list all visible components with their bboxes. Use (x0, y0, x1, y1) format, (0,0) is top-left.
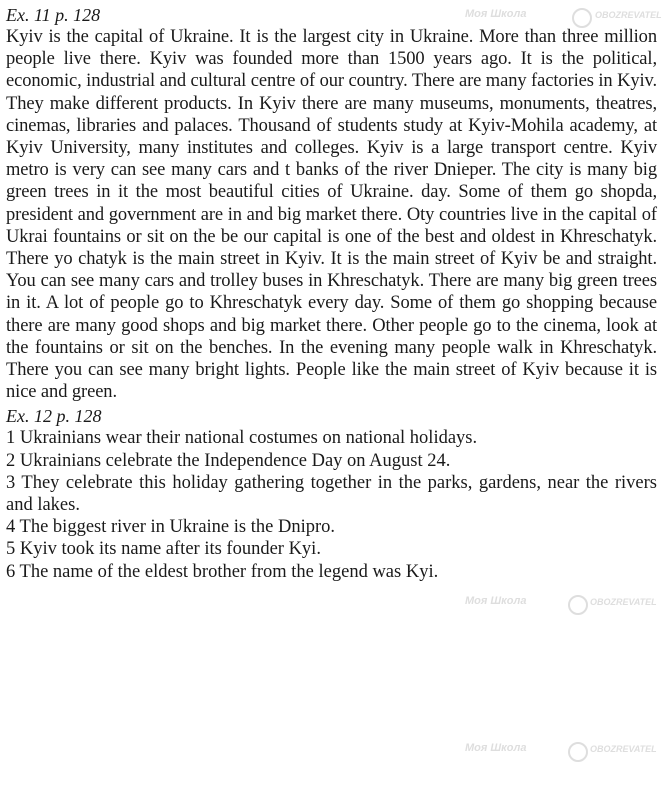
list-item: 5 Kyiv took its name after its founder Kyi. (6, 539, 321, 560)
exercise-12 (6, 405, 657, 582)
watermark-site: Моя Школа (465, 595, 527, 607)
list-item: 2 Ukrainians celebrate the Independence Day on August 24. (6, 450, 451, 471)
watermark-logo-icon (568, 742, 588, 762)
list-item: 6 The name of the eldest brother from the legend was Kyi. (6, 561, 439, 582)
watermark-brand: OBOZREVATEL (595, 10, 662, 20)
answer-list (6, 427, 657, 582)
watermark-logo-icon (568, 595, 588, 615)
exercise-12-heading: Ex. 12 p. 128 (6, 406, 102, 427)
watermark-brand: OBOZREVATEL (590, 744, 657, 754)
list-item: 1 Ukrainians wear their national costumes on national holidays. (6, 428, 478, 449)
list-item: 4 The biggest river in Ukraine is the Dnipro. (6, 517, 335, 538)
watermark-site: Моя Школа (465, 742, 527, 754)
watermark-brand: OBOZREVATEL (590, 597, 657, 607)
exercise-11-heading: Ex. 11 p. 128 (6, 5, 101, 25)
watermark-site: Моя Школа (465, 8, 527, 20)
list-item: 3 They celebrate this holiday gathering together in the parks, gardens, near the rivers and lakes. (6, 472, 657, 516)
exercise-11-text: Kyiv is the capital of Ukraine. It is the largest city in Ukraine. More than three million people live there. Kyiv was founded more than 1500 years ago. It is the political, economic, industrial and cultural centre of our country. There are many factories in Kyiv. They make different products. In Kyiv there are many museums, monuments, theatres, cinemas, libraries and palaces. Thousand of students study at Kyiv-Mohila academy, at Kyiv University, many institutes and colleges. Kyiv is a large transport centre. Kyiv metro is very can see many cars and t banks of the river Dnieper. The city is many big green trees in it the most beautiful cities of Ukraine. day. Some of them go shopda, president and government are in and big market there. Oty countries live in the capital of Ukrai fountains or sit on the be our capital is one of the best and oldest in Khreschatyk. There yo chatyk is the main street in Kyiv. It is the main street of Kyiv be and straight. You can see many cars and trolley buses in Khreschatyk. There are many big green trees in it. A lot of people go to Khreschatyk every day. Some of them go shopping because there are many good shops and big market there. Other people go to the cinema, look at the fountains or sit on the benches. In the evening many people walk in Khreschatyk. There you can see many bright lights. People like the main street of Kyiv because it is nice and green. (6, 27, 657, 403)
exercise-11 (6, 4, 657, 403)
